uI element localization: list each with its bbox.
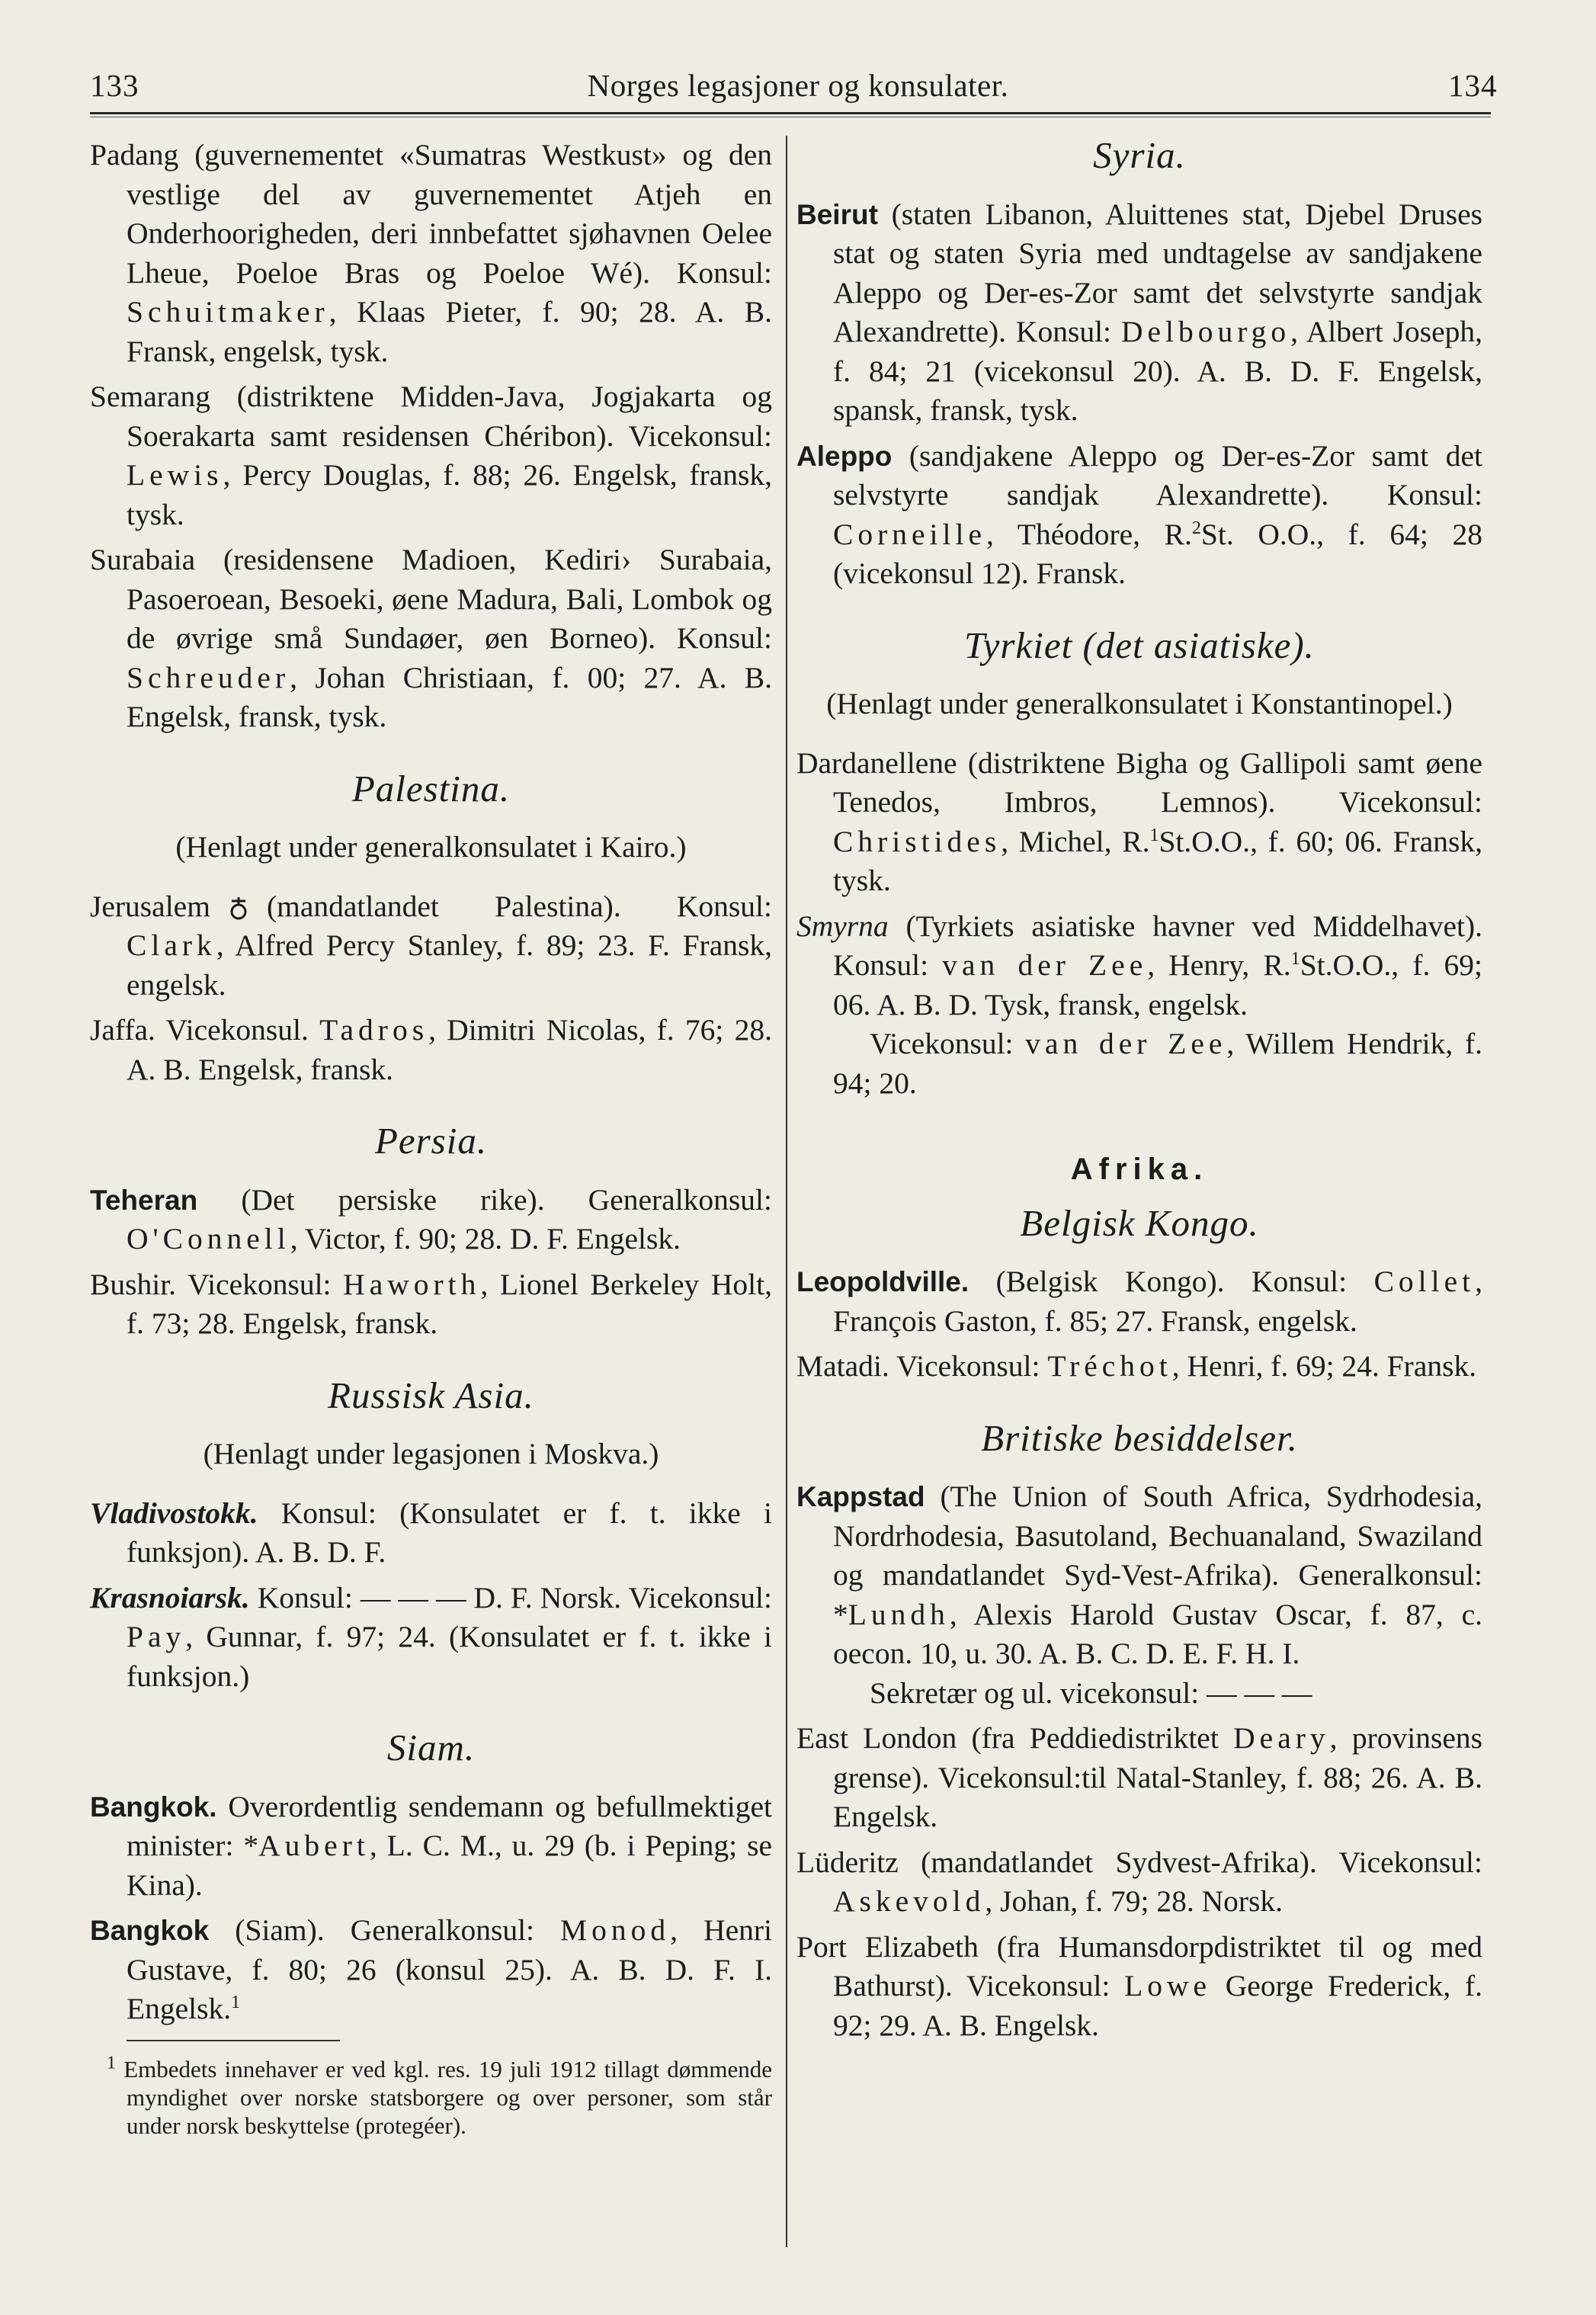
place-name: Semarang	[90, 380, 210, 413]
footnote-marker: 1	[231, 1992, 241, 2012]
entry-kappstad-sekretaer	[796, 1674, 1482, 1714]
section-heading-persia: Persia.	[374, 1120, 488, 1162]
entry-details: , Michel, R.	[1001, 824, 1150, 858]
entry-text: Vicekonsul:	[896, 1349, 1048, 1383]
entry-padang	[90, 136, 772, 371]
entry-text: Vicekonsul:	[187, 1267, 344, 1301]
entry-details: , Klaas Pieter, f. 90; 28. A. B. Fransk, engelsk, tysk.	[127, 295, 772, 368]
place-name: Port Elizabeth	[796, 1929, 979, 1964]
consul-name: Delbourgo	[1120, 315, 1291, 348]
place-name: Padang	[90, 138, 179, 172]
entry-text: (Belgisk Kongo). Konsul:	[995, 1265, 1374, 1298]
entry-text: (mandatlandet Sydvest-Afrika). Vicekonsul:	[921, 1845, 1482, 1879]
entry-text: Konsul: — — — D. F. Norsk. Vicekonsul:	[257, 1580, 773, 1614]
consul-name: Schuitmaker	[127, 295, 329, 329]
entry-vladivostokk	[90, 1494, 772, 1573]
place-name: Lüderitz	[796, 1845, 899, 1879]
consul-name: Clark	[127, 928, 216, 962]
footnote-rule	[127, 2040, 340, 2041]
entry-details: , Henri Gustave, f. 80; 26 (konsul 25). A. B. D. F. I. Engelsk.	[127, 1913, 773, 2025]
entry-text: (distriktene Midden-Java, Jogjakarta og Soerakarta samt residensen Chéribon). Vicekonsul:	[127, 380, 772, 453]
section-note-russisk-asia: (Henlagt under legasjonen i Moskva.)	[203, 1437, 659, 1470]
place-name: Kappstad	[796, 1481, 925, 1512]
entry-details: , Henri, f. 69; 24. Fransk.	[1171, 1349, 1477, 1383]
consul-name: Schreuder	[127, 660, 290, 694]
entry-text: Overordentlig sendemann og befullmektiget minister: *	[127, 1789, 773, 1862]
consul-name: Lowe	[1124, 1969, 1212, 2002]
consul-name: Aubert	[258, 1829, 370, 1862]
entry-details: , Albert Joseph, f. 84; 21 (vicekonsul 20). A. B. D. F. Engelsk, spansk, fransk, tysk.	[833, 315, 1482, 427]
section-heading-syria: Syria.	[1093, 134, 1186, 176]
place-name: Dardanellene	[796, 745, 957, 780]
entry-details: , Willem Hendrik, f. 94; 20.	[833, 1027, 1482, 1100]
entry-port-elizabeth	[796, 1928, 1482, 2046]
entry-details: , provinsens grense). Vicekonsul:til Natal-Stanley, f. 88; 26. A. B. Engelsk.	[833, 1721, 1482, 1833]
entry-text: Sekretær og ul. vicekonsul: — — —	[870, 1675, 1312, 1710]
entry-details-cont: St.O.O., f. 60; 06. Fransk, tysk.	[833, 824, 1482, 897]
footnote	[90, 2055, 772, 2140]
consul-name: Tréchot	[1047, 1349, 1172, 1383]
entry-bangkok-generalkonsul	[90, 1911, 772, 2029]
place-name: East London	[796, 1721, 957, 1755]
entry-leopoldville	[796, 1262, 1482, 1341]
left-column	[90, 136, 772, 2140]
entry-bushir	[90, 1265, 772, 1344]
section-heading-russisk-asia: Russisk Asia.	[328, 1374, 534, 1416]
section-note-tyrkiet: (Henlagt under generalkonsulatet i Konstantinopel.)	[826, 687, 1453, 720]
entry-text: (fra Humansdorpdistriktet til og med Bathurst). Vicekonsul:	[833, 1929, 1482, 2002]
entry-smyrna-vicekonsul	[796, 1024, 1482, 1103]
entry-details: , Johan Christiaan, f. 00; 27. A. B. Engelsk, fransk, tysk.	[127, 660, 772, 733]
consul-name: Tadros	[319, 1013, 429, 1047]
entry-text: (distriktene Bigha og Gallipoli samt øene Tenedos, Imbros, Lemnos). Vicekonsul:	[833, 745, 1483, 819]
place-name: Smyrna	[796, 909, 889, 943]
entry-text: (Siam). Generalkonsul:	[235, 1913, 561, 1947]
entry-details: , Percy Douglas, f. 88; 26. Engelsk, fransk, tysk.	[127, 458, 772, 531]
entry-details: , Johan, f. 79; 28. Norsk.	[985, 1884, 1283, 1918]
place-name: Bangkok.	[90, 1791, 217, 1823]
consul-name: Lewis	[127, 458, 223, 492]
place-name: Vladivostokk.	[90, 1496, 258, 1530]
consul-name: Lundh	[848, 1597, 950, 1631]
section-heading-belgisk-kongo: Belgisk Kongo.	[1020, 1201, 1259, 1244]
header-rule	[90, 112, 1491, 114]
entry-text: (mandatlandet Palestina). Konsul:	[266, 889, 772, 923]
consul-name: Corneille	[833, 517, 986, 551]
entry-semarang	[90, 377, 772, 534]
place-name: Jerusalem	[90, 889, 210, 923]
entry-details: George Frederick, f. 92; 29. A. B. Engelsk.	[833, 1969, 1482, 2042]
page-number-left: 133	[90, 68, 139, 103]
place-name: Jaffa.	[90, 1013, 155, 1047]
order-superscript: 1	[1149, 825, 1159, 845]
entry-text: (The Union of South Africa, Sydrhodesia, Nordrhodesia, Basutoland, Bechuanaland, Swaziland og mandatlandet Syd-Vest-Afrika). Generalkonsul: *	[833, 1480, 1483, 1631]
entry-text: (fra Peddiedistriktet	[971, 1721, 1234, 1755]
section-heading-britiske-besiddelser: Britiske besiddelser.	[981, 1416, 1298, 1459]
section-heading-siam: Siam.	[386, 1727, 476, 1768]
entry-kappstad	[796, 1477, 1482, 1674]
region-heading-afrika: Afrika.	[1070, 1153, 1209, 1186]
consul-name: Deary	[1233, 1721, 1330, 1755]
entry-jaffa	[90, 1011, 772, 1089]
place-name: Bangkok	[90, 1915, 210, 1946]
place-name: Bushir.	[90, 1267, 177, 1301]
entry-text: Vicekonsul:	[870, 1027, 1026, 1060]
entry-text: Konsul: (Konsulatet er f. t. ikke i funksjon). A. B. D. F.	[127, 1496, 772, 1569]
consul-name: van der Zee	[1025, 1027, 1227, 1060]
entry-aleppo	[796, 437, 1482, 594]
place-name: Beirut	[796, 198, 878, 230]
entry-luderitz	[796, 1843, 1482, 1922]
entry-text: (sandjakene Aleppo og Der-es-Zor samt det selvstyrte sandjak Alexandrette). Konsul:	[833, 438, 1482, 511]
entry-details: , Victor, f. 90; 28. D. F. Engelsk.	[290, 1222, 681, 1255]
entry-beirut	[796, 195, 1482, 431]
entry-text: Vicekonsul.	[165, 1013, 320, 1047]
consul-name: Haworth	[343, 1267, 481, 1301]
consul-name: Monod	[560, 1913, 671, 1947]
entry-details: , François Gaston, f. 85; 27. Fransk, engelsk.	[833, 1265, 1482, 1338]
right-column	[796, 136, 1482, 2045]
entry-details: , Dimitri Nicolas, f. 76; 28. A. B. Engelsk, fransk.	[127, 1013, 773, 1086]
page-number-right: 134	[1448, 68, 1498, 103]
footnote-text: Embedets innehaver er ved kgl. res. 19 juli 1912 tillagt dømmende myndighet over norske statsborgere og over personer, som står under norsk beskyttelse (protegéer).	[123, 2055, 772, 2139]
entry-details: , Gunnar, f. 97; 24. (Konsulatet er f. t. ikke i funksjon.)	[127, 1620, 772, 1693]
entry-text: (Det persiske rike). Generalkonsul:	[241, 1182, 772, 1217]
entry-matadi	[796, 1347, 1482, 1387]
entry-details: , Henry, R.	[1147, 948, 1291, 982]
consul-name: Christides	[833, 824, 1002, 858]
entry-east-london	[796, 1719, 1482, 1837]
entry-details-cont: St.O.O., f. 69; 06. A. B. D. Tysk, fransk, engelsk.	[833, 948, 1482, 1021]
entry-surabaia	[90, 540, 772, 737]
entry-text: (Tyrkiets asiatiske havner ved Middelhavet). Konsul:	[833, 909, 1483, 982]
entry-bangkok-minister	[90, 1788, 772, 1906]
column-divider	[786, 136, 787, 2247]
order-superscript: 2	[1191, 518, 1201, 538]
consul-name: van der Zee	[942, 948, 1148, 982]
footnote-number: 1	[107, 2053, 116, 2073]
place-name: Surabaia	[90, 543, 196, 576]
order-superscript: 1	[1290, 948, 1300, 969]
entry-details-cont: St. O.O., f. 64; 28 (vicekonsul 12). Fransk.	[833, 517, 1482, 590]
section-heading-tyrkiet: Tyrkiet (det asiatiske).	[964, 624, 1315, 666]
entry-smyrna	[796, 907, 1482, 1025]
entry-details: , Théodore, R.	[986, 517, 1192, 551]
place-name: Krasnoiarsk.	[90, 1580, 250, 1614]
entry-details: , L. C. M., u. 29 (b. i Peping; se Kina).	[127, 1829, 773, 1902]
entry-jerusalem	[90, 887, 772, 1005]
place-name: Matadi.	[796, 1349, 889, 1383]
consul-name: Pay	[127, 1620, 186, 1653]
place-name: Aleppo	[796, 440, 893, 472]
entry-teheran	[90, 1181, 772, 1259]
section-note-palestina: (Henlagt under generalkonsulatet i Kairo.)	[175, 830, 687, 864]
consul-name: O'Connell	[127, 1222, 290, 1255]
entry-details: , Alexis Harold Gustav Oscar, f. 87, c. oecon. 10, u. 30. A. B. C. D. E. F. H. I.	[833, 1597, 1482, 1670]
section-heading-palestina: Palestina.	[351, 767, 511, 810]
entry-details: , Alfred Percy Stanley, f. 89; 23. F. Fransk, engelsk.	[127, 928, 772, 1002]
entry-text: (residensene Madioen, Kediri› Surabaia, Pasoeroean, Besoeki, øene Madura, Bali, Lombok og de øvrige små Sundaøer, øen Borneo). Konsul:	[127, 543, 772, 655]
entry-text: (guvernementet «Sumatras Westkust» og den vestlige del av guvernementet Atjeh en Onderhoorigheden, deri innbefattet sjøhavnen Oelee Lheue, Poeloe Bras og Poeloe Wé). Konsul:	[127, 138, 772, 290]
entry-text: (staten Libanon, Aluittenes stat, Djebel Druses stat og staten Syria med undtagelse av sandjakene Aleppo og Der-es-Zor samt det selvstyrte sandjak Alexandrette). Konsul:	[833, 197, 1482, 348]
page-header	[0, 0, 1596, 122]
consul-name: Collet	[1373, 1265, 1476, 1298]
entry-krasnoiarsk	[90, 1579, 772, 1697]
consul-name: Askevold	[833, 1884, 985, 1918]
entry-details: , Lionel Berkeley Holt, f. 73; 28. Engelsk, fransk.	[127, 1267, 773, 1340]
place-name: Teheran	[90, 1184, 198, 1216]
entry-dardanellene	[796, 744, 1482, 901]
running-title: Norges legasjoner og konsulater.	[587, 68, 1009, 103]
place-name: Leopoldville.	[796, 1266, 969, 1297]
anchor-icon	[227, 895, 250, 921]
